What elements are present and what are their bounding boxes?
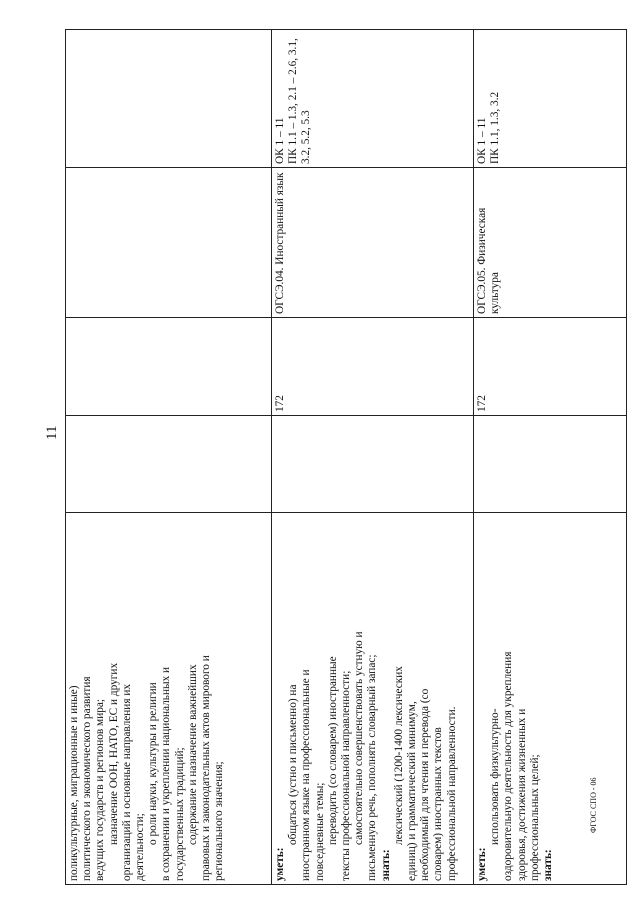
text-line: самостоятельно совершенствовать устную и xyxy=(353,631,366,845)
text-line: ведущих государств и регионов мира; xyxy=(94,698,107,881)
text-line: тексты профессиональной направленности; xyxy=(340,670,353,881)
skills-label: уметь: xyxy=(274,847,286,881)
knowledge-label: знать: xyxy=(379,849,392,881)
text-line: о роли науки, культуры и религии xyxy=(147,682,160,845)
hours-cell xyxy=(66,318,272,416)
text-line: письменную речь, пополнять словарный запас; xyxy=(366,654,379,881)
text-line: государственных традиций; xyxy=(173,747,186,881)
discipline-cell: ОГСЭ.04. Иностранный язык xyxy=(272,168,474,318)
text-line: единиц) и грамматический минимум, xyxy=(406,701,419,881)
hours-cell: 172 xyxy=(474,318,627,416)
text-line: назначение ООН, НАТО, ЕС и других xyxy=(107,662,120,845)
text-line: регионального значения; xyxy=(213,761,226,881)
competencies-cell xyxy=(474,30,627,168)
competency-table xyxy=(65,29,627,885)
skills-label: уметь: xyxy=(476,847,488,881)
table-row xyxy=(474,30,627,885)
text-line: оздоровительную деятельность для укрепления xyxy=(502,651,515,881)
requirements-cell xyxy=(66,513,272,885)
professional-competencies: ПК 1.1, 1.3, 3.2 xyxy=(489,91,502,164)
text-line: профессиональных целей; xyxy=(528,754,541,881)
knowledge-label: знать: xyxy=(542,849,555,881)
rotated-table-wrapper xyxy=(65,30,626,885)
text-line: общаться (устно и письменно) на xyxy=(287,684,300,845)
discipline-cell xyxy=(66,168,272,318)
competencies-cell xyxy=(272,30,474,168)
empty-cell xyxy=(272,416,474,513)
footer-code: ФГОС СПО - 06 xyxy=(589,777,598,833)
text-line: переводить (со словарем) иностранные xyxy=(326,656,339,845)
empty-cell xyxy=(66,416,272,513)
table-row xyxy=(272,30,474,885)
text-line: профессиональной направленности. xyxy=(445,706,458,881)
professional-competencies: ПК 1.1 – 1.3, 2.1 – 2.6, 3.1, 3.2, 5.2, 5.3 xyxy=(287,38,313,164)
text-line: необходимый для чтения и перевода (со xyxy=(419,688,432,881)
text-line: словарем) иностранных текстов xyxy=(432,727,445,881)
general-competencies: ОК 1 – 11 xyxy=(476,117,488,164)
text-line: поликультурные, миграционные и иные) xyxy=(68,685,80,881)
text-line: организаций и основные направления их xyxy=(120,683,133,881)
requirements-cell xyxy=(272,513,474,885)
text-line: содержание и назначение важнейших xyxy=(186,664,199,845)
text-line: деятельности; xyxy=(134,813,147,881)
page-number: 11 xyxy=(44,425,60,440)
hours-cell: 172 xyxy=(272,318,474,416)
discipline-cell: ОГСЭ.05. Физическая культура xyxy=(474,168,627,318)
text-line: в сохранении и укреплении национальных и xyxy=(160,666,173,881)
table-row xyxy=(66,30,272,885)
text-line: правовых и законодательных актов мирового и xyxy=(200,655,213,881)
text-line: использовать физкультурно- xyxy=(489,708,502,845)
text-line: лексический (1200-1400 лексических xyxy=(392,666,405,845)
requirements-cell xyxy=(474,513,627,885)
text-line: политического и экономического развития xyxy=(81,676,94,881)
text-line: повседневные темы; xyxy=(313,782,326,881)
text-line: иностранном языке на профессиональные и xyxy=(300,669,313,881)
text-line: здоровья, достижения жизненных и xyxy=(515,708,528,881)
competencies-cell xyxy=(66,30,272,168)
empty-cell xyxy=(474,416,627,513)
general-competencies: ОК 1 – 11 xyxy=(274,117,286,164)
